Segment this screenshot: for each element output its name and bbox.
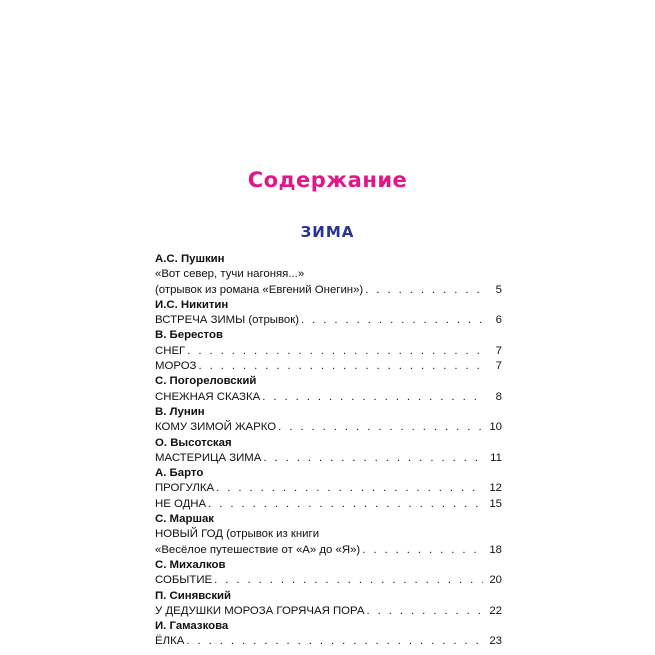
toc-entry[interactable] <box>155 573 502 588</box>
toc-page-number: 7 <box>495 344 502 357</box>
toc-entry[interactable] <box>155 634 502 649</box>
dot-leader <box>186 634 483 649</box>
toc-page-number: 11 <box>490 451 502 464</box>
toc-work-title: НЕ ОДНА <box>155 497 207 510</box>
toc-page-number: 20 <box>489 574 502 587</box>
dot-leader <box>278 420 483 435</box>
toc-work-title: СОБЫТИЕ <box>155 574 213 587</box>
dot-leader <box>301 313 483 328</box>
page-title: Содержание <box>247 168 408 192</box>
toc-work-title: ПРОГУЛКА <box>155 482 215 495</box>
toc-author: А. Барто <box>155 467 204 480</box>
dot-leader <box>216 481 483 496</box>
table-of-contents <box>155 252 502 650</box>
toc-entry[interactable] <box>155 283 502 298</box>
toc-work-title: У ДЕДУШКИ МОРОЗА ГОРЯЧАЯ ПОРА <box>155 604 365 617</box>
toc-work-line: «Вот север, тучи нагоняя...» <box>155 268 305 281</box>
toc-author: В. Лунин <box>155 405 205 418</box>
toc-entry[interactable] <box>155 451 502 466</box>
toc-entry[interactable] <box>155 359 502 374</box>
toc-entry[interactable] <box>155 313 502 328</box>
toc-entry[interactable] <box>155 543 502 558</box>
toc-page-number: 18 <box>489 543 502 556</box>
toc-author: И.С. Никитин <box>155 298 229 311</box>
dot-leader <box>262 390 483 405</box>
toc-author: О. Высотская <box>155 436 232 449</box>
dot-leader <box>214 573 483 588</box>
toc-entry[interactable] <box>155 604 502 619</box>
toc-page-number: 7 <box>495 360 502 373</box>
toc-author: С. Михалков <box>155 558 226 571</box>
toc-work-title: КОМУ ЗИМОЙ ЖАРКО <box>155 421 277 434</box>
toc-author: В. Берестов <box>155 329 223 342</box>
toc-page-number: 22 <box>489 604 502 617</box>
toc-work-title: ЁЛКА <box>155 635 185 648</box>
dot-leader <box>365 283 483 298</box>
toc-work-title: СНЕГ <box>155 344 186 357</box>
toc-page-number: 8 <box>495 390 502 403</box>
toc-entry[interactable] <box>155 390 502 405</box>
toc-author: И. Гамазкова <box>155 620 229 633</box>
toc-page-number: 12 <box>489 482 502 495</box>
toc-page-number: 5 <box>495 283 502 296</box>
toc-work-title: ВСТРЕЧА ЗИМЫ (отрывок) <box>155 314 300 327</box>
section-title: ЗИМА <box>300 223 355 241</box>
toc-work-title: (отрывок из романа «Евгений Онегин») <box>155 283 364 296</box>
toc-page-number: 23 <box>489 635 502 648</box>
toc-entry[interactable] <box>155 497 502 512</box>
toc-work-title: МАСТЕРИЦА ЗИМА <box>155 451 262 464</box>
toc-entry[interactable] <box>155 344 502 359</box>
toc-entry[interactable] <box>155 481 502 496</box>
toc-author: С. Маршак <box>155 513 215 526</box>
dot-leader <box>366 604 483 619</box>
toc-page-number: 10 <box>489 421 502 434</box>
toc-author: А.С. Пушкин <box>155 253 225 265</box>
dot-leader <box>362 543 483 558</box>
toc-page-number: 6 <box>495 314 502 327</box>
dot-leader <box>263 451 483 466</box>
toc-work-title: МОРОЗ <box>155 360 197 373</box>
toc-work-title: «Весёлое путешествие от «А» до «Я») <box>155 543 361 556</box>
toc-entry[interactable] <box>155 420 502 435</box>
toc-author: С. Погореловский <box>155 375 257 388</box>
toc-page-number: 15 <box>489 497 502 510</box>
toc-author: П. Синявский <box>155 589 232 602</box>
dot-leader <box>198 359 483 374</box>
dot-leader <box>208 497 483 512</box>
toc-work-title: СНЕЖНАЯ СКАЗКА <box>155 390 261 403</box>
toc-work-line: НОВЫЙ ГОД (отрывок из книги <box>155 528 320 541</box>
dot-leader <box>187 344 483 359</box>
